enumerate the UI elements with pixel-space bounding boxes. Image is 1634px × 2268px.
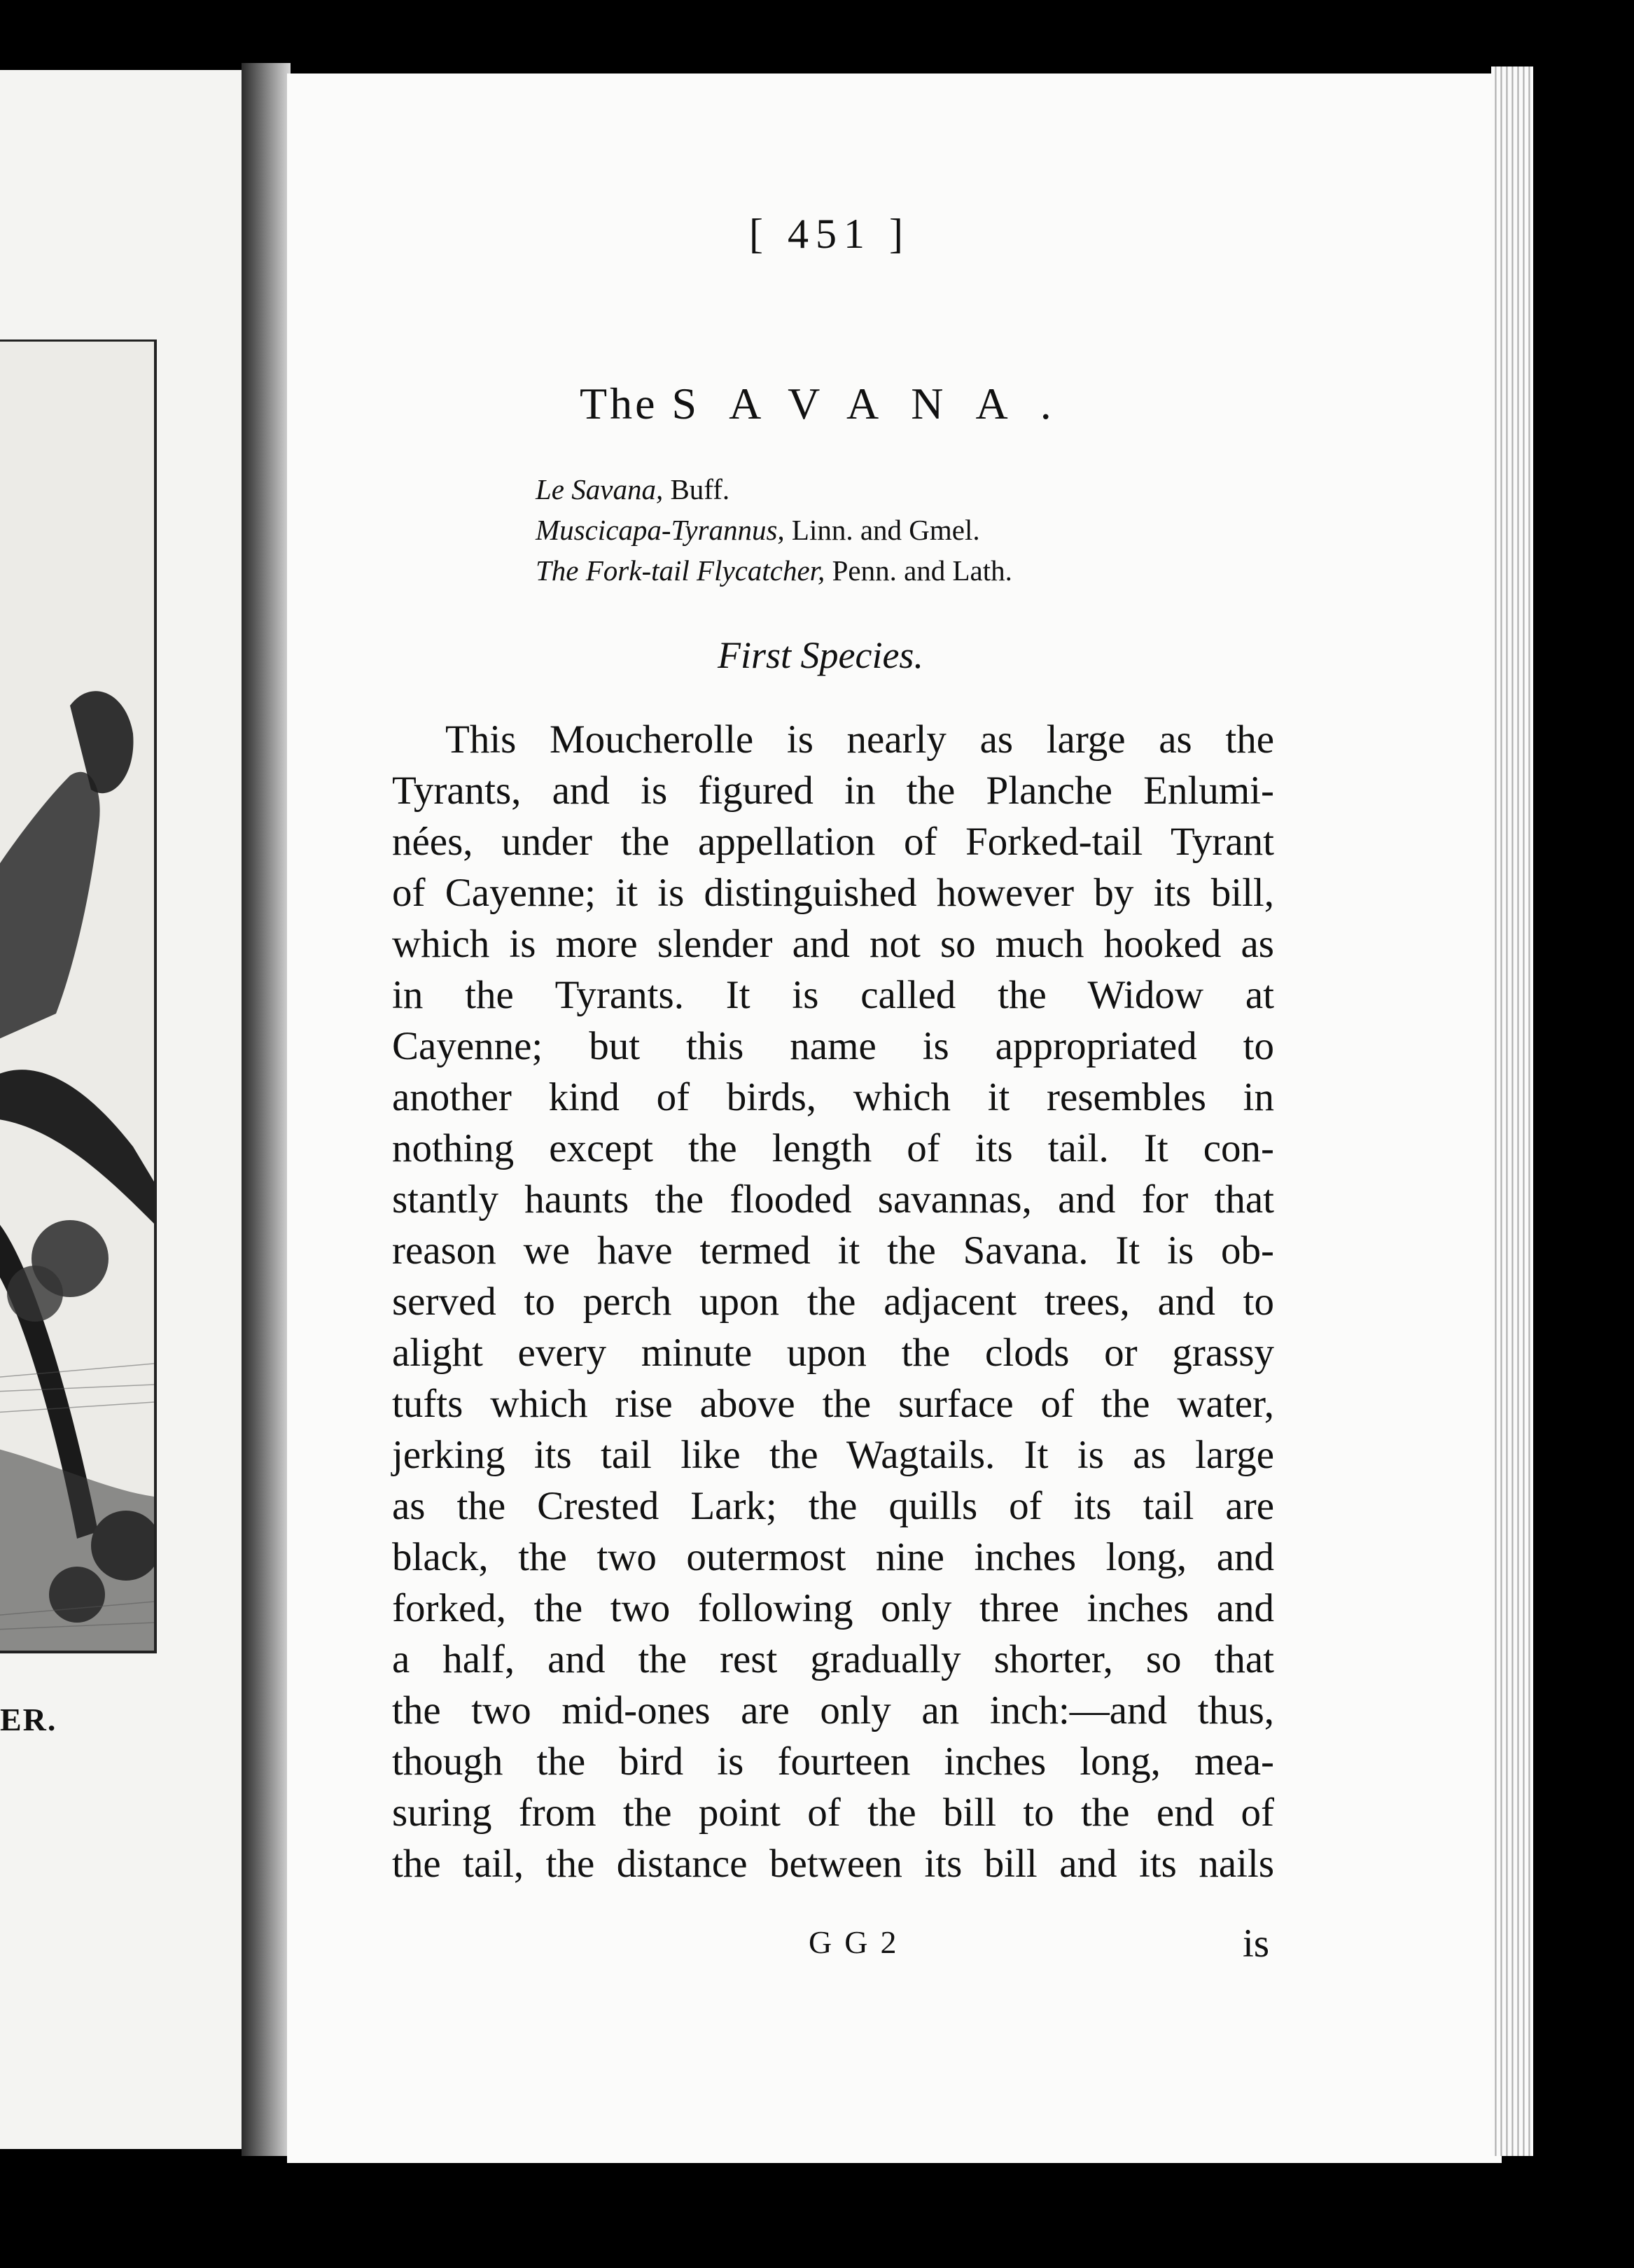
left-page (0, 70, 242, 2149)
catchword: is (1243, 1921, 1270, 1966)
body-line: reason we have termed it the Savana. It is ob- (392, 1228, 1274, 1273)
synonym-authority: Buff. (670, 473, 730, 505)
page-edges (1491, 66, 1533, 2156)
body-line: Tyrants, and is figured in the Planche Enlumi- (392, 769, 1274, 813)
body-line: another kind of birds, which it resembles in (392, 1075, 1274, 1119)
engraved-plate (0, 340, 157, 1653)
body-line: stantly haunts the flooded savannas, and for that (392, 1177, 1274, 1222)
synonym-authority: Linn. and Gmel. (791, 514, 980, 546)
synonym-line (536, 472, 729, 506)
chapter-title (580, 378, 1084, 430)
body-line: a half, and the rest gradually shorter, so that (392, 1637, 1274, 1681)
body-line: jerking its tail like the Wagtails. It is as large (392, 1433, 1274, 1477)
body-line: nothing except the length of its tail. It con- (392, 1126, 1274, 1170)
plate-caption: ER. (0, 1702, 57, 1737)
body-line: forked, the two following only three inches and (392, 1586, 1274, 1630)
body-line: the two mid-ones are only an inch:—and thus, (392, 1688, 1274, 1732)
signature-mark: GG2 (809, 1924, 909, 1960)
body-line: suring from the point of the bill to the end of (392, 1791, 1274, 1835)
page-number: [ 451 ] (749, 211, 910, 257)
body-line: as the Crested Lark; the quills of its tail are (392, 1484, 1274, 1528)
body-line: black, the two outermost nine inches long, and (392, 1535, 1274, 1579)
body-line: though the bird is fourteen inches long, mea- (392, 1740, 1274, 1784)
chapter-title-prefix: The (580, 379, 658, 428)
body-line: alight every minute upon the clods or grassy (392, 1331, 1274, 1375)
body-line: This Moucherolle is nearly as large as the (445, 718, 1274, 762)
synonym-line (536, 513, 980, 547)
book-gutter (242, 63, 291, 2156)
body-line: served to perch upon the adjacent trees, and to (392, 1280, 1274, 1324)
species-heading: First Species. (718, 634, 923, 676)
body-line: tufts which rise above the surface of the water, (392, 1382, 1274, 1426)
synonym-authority: Penn. and Lath. (832, 554, 1012, 587)
body-line: Cayenne; but this name is appropriated to (392, 1024, 1274, 1068)
engraving-illustration (0, 342, 154, 1651)
body-line: in the Tyrants. It is called the Widow at (392, 973, 1274, 1017)
body-line: which is more slender and not so much hooked as (392, 922, 1274, 966)
chapter-title-name: SAVANA. (671, 379, 1084, 428)
synonym-line (536, 554, 1012, 587)
body-line: nées, under the appellation of Forked-tail Tyrant (392, 820, 1274, 864)
synonym-name: The Fork-tail Flycatcher, (536, 554, 825, 587)
synonym-name: Muscicapa-Tyrannus, (536, 514, 785, 546)
body-line: of Cayenne; it is distinguished however by its bill, (392, 871, 1274, 915)
body-line: the tail, the distance between its bill and its nails (392, 1842, 1274, 1886)
synonym-name: Le Savana, (536, 473, 664, 505)
